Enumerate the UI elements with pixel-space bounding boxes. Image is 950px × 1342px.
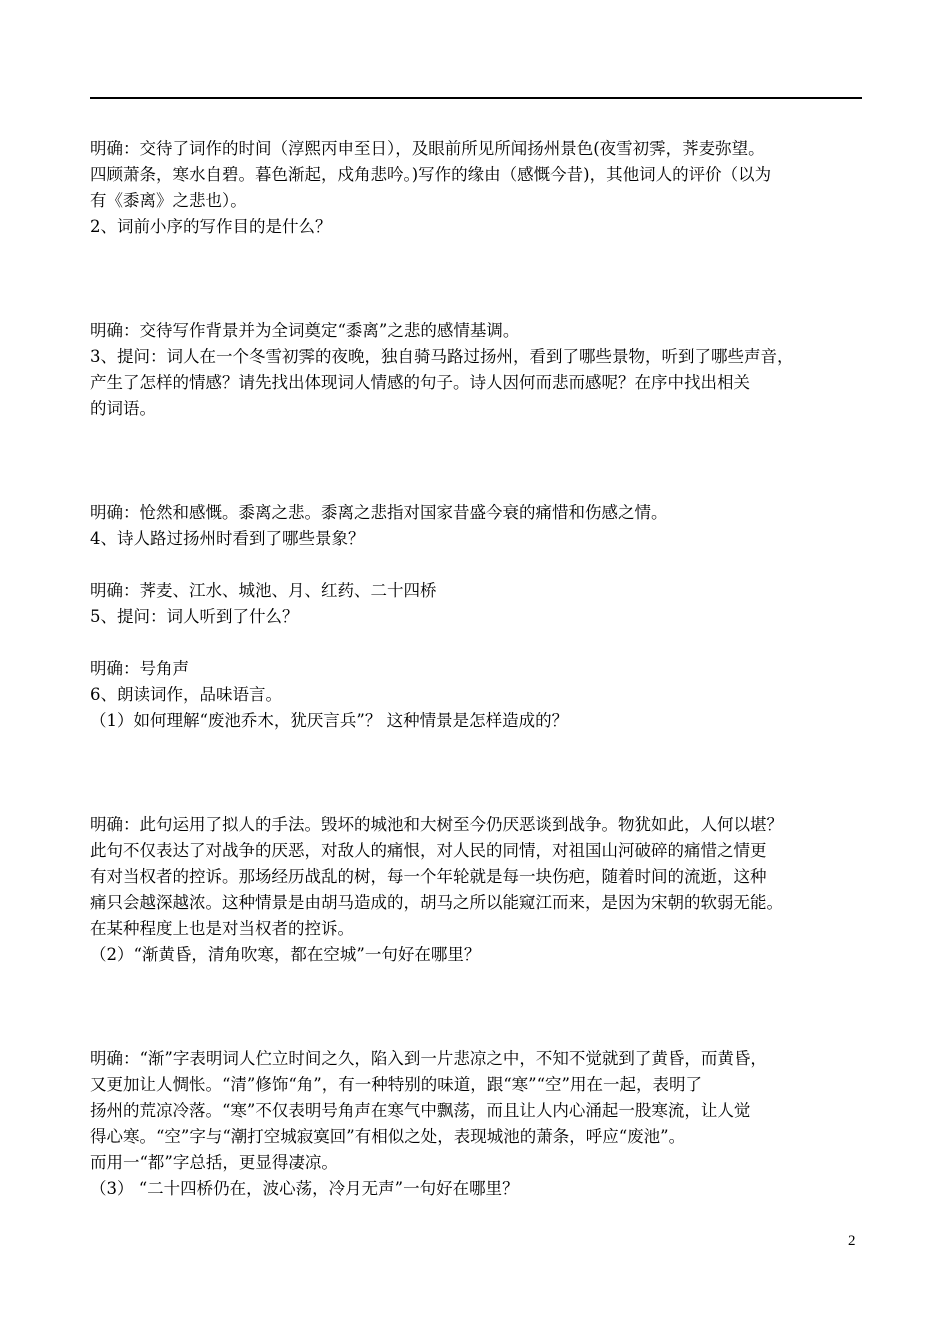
text-line: 明确：“渐”字表明词人伫立时间之久，陷入到一片悲凉之中，不知不觉就到了黄昏，而黄昏，: [90, 1049, 767, 1068]
text-line: 痛只会越深越浓。这种情景是由胡马造成的，胡马之所以能窥江而来，是因为宋朝的软弱无能。: [90, 893, 783, 912]
document-body: [90, 136, 870, 1202]
text-line: 产生了怎样的情感？请先找出体现词人情感的句子。诗人因何而悲而感呢？在序中找出相关: [90, 373, 750, 392]
question-line: （3） “二十四桥仍在，波心荡，冷月无声”一句好在哪里？: [90, 1179, 519, 1198]
text-line: 四顾萧条，寒水自碧。暮色渐起，戍角悲吟。)写作的缘由（感慨今昔)，其他词人的评价（以为: [90, 165, 772, 184]
text-line: 明确：此句运用了拟人的手法。毁坏的城池和大树至今仍厌恶谈到战争。物犹如此，人何以堪？: [90, 815, 783, 834]
question-line: 2、词前小序的写作目的是什么？: [90, 217, 332, 236]
question-line: 5、提问：词人听到了什么？: [90, 607, 299, 626]
text-line: 明确：号角声: [90, 659, 189, 678]
question-line: （1）如何理解“废池乔木，犹厌言兵”？ 这种情景是怎样造成的？: [90, 711, 569, 730]
text-line: 而用一“都”字总括，更显得凄凉。: [90, 1153, 338, 1172]
question-line: （2）“渐黄昏，清角吹寒，都在空城”一句好在哪里？: [90, 945, 481, 964]
text-line: 的词语。: [90, 399, 156, 418]
text-line: 扬州的荒凉冷落。“寒”不仅表明号角声在寒气中飘荡，而且让人内心涌起一股寒流，让人觉: [90, 1101, 751, 1120]
text-line: 有对当权者的控诉。那场经历战乱的树，每一个年轮就是每一块伤疤，随着时间的流逝，这种: [90, 867, 767, 886]
question-line: 6、朗读词作，品味语言。: [90, 685, 282, 704]
text-line: 在某种程度上也是对当权者的控诉。: [90, 919, 354, 938]
text-line: 明确：交待写作背景并为全词奠定“黍离”之悲的感情基调。: [90, 321, 520, 340]
question-line: 3、提问：词人在一个冬雪初霁的夜晚，独自骑马路过扬州，看到了哪些景物，听到了哪些声音，: [90, 347, 794, 366]
text-line: 明确：荠麦、江水、城池、月、红药、二十四桥: [90, 581, 437, 600]
text-line: 明确：怆然和感慨。黍离之悲。黍离之悲指对国家昔盛今衰的痛惜和伤感之情。: [90, 503, 668, 522]
text-line: 得心寒。“空”字与“潮打空城寂寞回”有相似之处，表现城池的萧条，呼应“废池”。: [90, 1127, 686, 1146]
text-line: 此句不仅表达了对战争的厌恶，对敌人的痛恨，对人民的同情，对祖国山河破碎的痛惜之情更: [90, 841, 767, 860]
page-number: 2: [848, 1233, 856, 1249]
question-line: 4、诗人路过扬州时看到了哪些景象？: [90, 529, 365, 548]
header-rule: [90, 97, 862, 99]
text-line: 有《黍离》之悲也）。: [90, 191, 247, 210]
text-line: 明确：交待了词作的时间（淳熙丙申至日），及眼前所见所闻扬州景色(夜雪初霁，荠麦弥望。: [90, 139, 765, 158]
text-line: 又更加让人惆怅。“清”修饰“角”，有一种特别的味道，跟“寒”“空”用在一起，表明了: [90, 1075, 702, 1094]
